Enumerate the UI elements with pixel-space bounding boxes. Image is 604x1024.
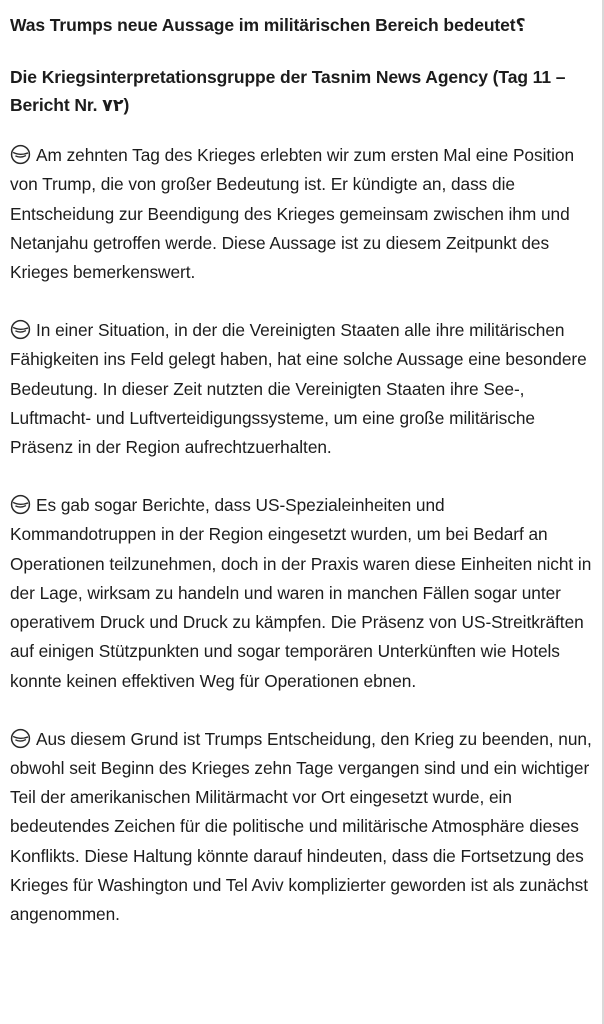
watch-icon	[10, 494, 31, 515]
paragraph-2	[10, 316, 594, 462]
watch-icon	[10, 319, 31, 340]
article-subheading: Die Kriegsinterpretationsgruppe der Tasnim News Agency (Tag 11 – Bericht Nr. ٧٢)	[10, 67, 566, 115]
paragraph-text: Am zehnten Tag des Krieges erlebten wir zum ersten Mal eine Position von Trump, die von großer Bedeutung ist. Er kündigte an, dass die Entscheidung zur Beendigung des Krieges gemeinsam zwischen ihm und Netanjahu getroffen werde. Diese Aussage ist zu diesem Zeitpunkt des Krieges bemerkenswert.	[10, 145, 575, 283]
paragraph-1	[10, 141, 594, 287]
paragraph-4	[10, 725, 594, 930]
paragraph-text: Aus diesem Grund ist Trumps Entscheidung, den Krieg zu beenden, nun, obwohl seit Beginn des Krieges zehn Tage vergangen sind und ein wichtiger Teil der amerikanischen Militärmacht vor Ort eingesetzt wurde, ein bedeutendes Zeichen für die politische und militärische Atmosphäre dieses Konflikts. Diese Haltung könnte darauf hindeuten, dass die Fortsetzung des Krieges für Washington und Tel Aviv komplizierter geworden ist als zunächst angenommen.	[10, 728, 592, 925]
paragraph-3	[10, 491, 594, 696]
watch-icon	[10, 144, 31, 165]
article-headline: Was Trumps neue Aussage im militärischen Bereich bedeutet؟	[10, 15, 526, 35]
watch-icon	[10, 728, 31, 749]
paragraph-text: Es gab sogar Berichte, dass US-Spezialeinheiten und Kommandotruppen in der Region eingesetzt wurden, um bei Bedarf an Operationen teilzunehmen, doch in der Praxis waren diese Einheiten nicht in der Lage, wirksam zu handeln und waren in manchen Fällen sogar unter operativem Druck und Druck zu kämpfen. Die Präsenz von US-Streitkräften auf einigen Stützpunkten und sogar temporären Unterkünften wie Hotels konnte keinen effektiven Weg für Operationen ebnen.	[10, 494, 592, 691]
paragraph-text: In einer Situation, in der die Vereinigten Staaten alle ihre militärischen Fähigkeiten ins Feld gelegt haben, hat eine solche Aussage eine besondere Bedeutung. In dieser Zeit nutzten die Vereinigten Staaten ihre See-, Luftmacht- und Luftverteidigungssysteme, um eine große militärische Präsenz in der Region aufrechtzuerhalten.	[10, 319, 587, 458]
